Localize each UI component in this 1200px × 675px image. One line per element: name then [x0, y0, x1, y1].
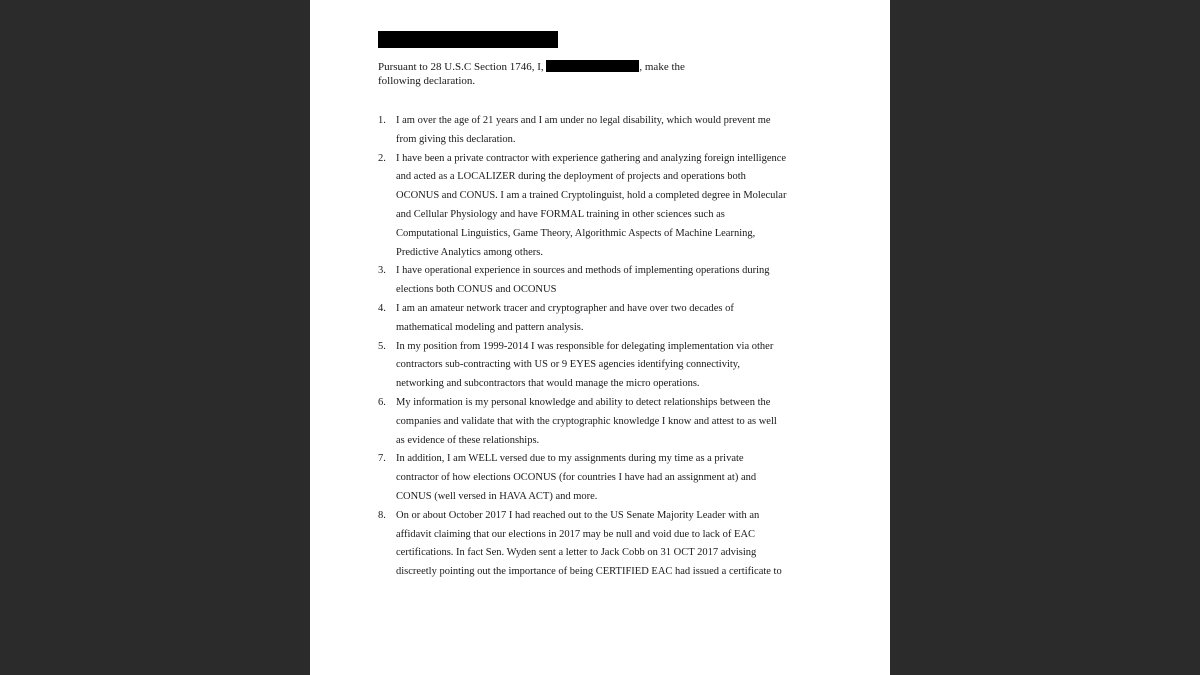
item-text-line: networking and subcontractors that would manage the micro operations. [396, 378, 700, 390]
declaration-item [378, 450, 838, 506]
item-text-line: and Cellular Physiology and have FORMAL training in other sciences such as [396, 208, 725, 220]
item-text-line: discreetly pointing out the importance of being CERTIFIED EAC had issued a certificate to [396, 566, 782, 578]
item-text-line: contractor of how elections OCONUS (for countries I have had an assignment at) and [396, 472, 757, 484]
item-text-line: companies and validate that with the cryptographic knowledge I know and attest to as well [396, 415, 777, 427]
item-text-line: from giving this declaration. [396, 133, 516, 145]
item-number: 5. [378, 340, 386, 352]
intro-paragraph [378, 60, 838, 88]
redacted-name [546, 60, 639, 72]
item-number: 7. [378, 453, 386, 465]
item-text-line: I am an amateur network tracer and cryptographer and have over two decades of [396, 302, 734, 314]
item-text-line: I have operational experience in sources and methods of implementing operations during [396, 265, 770, 277]
item-text-line: In addition, I am WELL versed due to my assignments during my time as a private [396, 453, 744, 465]
item-text-line: mathematical modeling and pattern analysis. [396, 321, 584, 333]
declaration-item [378, 394, 838, 450]
item-text-line: OCONUS and CONUS. I am a trained Cryptolinguist, hold a completed degree in Molecular [396, 190, 787, 202]
item-text-line: affidavit claiming that our elections in 2017 may be null and void due to lack of EAC [396, 528, 756, 540]
item-text-line: On or about October 2017 I had reached out to the US Senate Majority Leader with an [396, 509, 760, 521]
declaration-item [378, 262, 838, 300]
item-number: 3. [378, 265, 386, 277]
declaration-item [378, 338, 838, 394]
declaration-list [378, 112, 838, 582]
item-text-line: Computational Linguistics, Game Theory, Algorithmic Aspects of Machine Learning, [396, 227, 756, 239]
item-number: 1. [378, 115, 386, 126]
item-number: 4. [378, 302, 386, 314]
item-number: 8. [378, 509, 386, 521]
document-page [310, 0, 890, 675]
item-text-line: and acted as a LOCALIZER during the deployment of projects and operations both [396, 171, 746, 183]
item-number: 6. [378, 396, 386, 408]
intro-line-2: following declaration. [378, 75, 476, 87]
item-text-line: contractors sub-contracting with US or 9 EYES agencies identifying connectivity, [396, 359, 740, 371]
item-text-line: certifications. In fact Sen. Wyden sent a letter to Jack Cobb on 31 OCT 2017 advising [396, 547, 757, 559]
declaration-item [378, 112, 838, 150]
item-text-line: as evidence of these relationships. [396, 434, 540, 446]
declaration-item [378, 300, 838, 338]
declaration-item [378, 507, 838, 582]
item-text-line: I have been a private contractor with experience gathering and analyzing foreign intelligence [396, 152, 787, 164]
item-text-line: In my position from 1999-2014 I was responsible for delegating implementation via other [396, 340, 774, 352]
intro-line-1 [378, 60, 838, 74]
redacted-header [378, 31, 558, 48]
item-text-line: Predictive Analytics among others. [396, 246, 543, 258]
item-text-line: My information is my personal knowledge and ability to detect relationships between the [396, 396, 771, 408]
item-text-line: elections both CONUS and OCONUS [396, 284, 557, 296]
declaration-item [378, 150, 838, 263]
intro-prefix: Pursuant to 28 U.S.C Section 1746, I, [378, 61, 544, 73]
intro-suffix: , make the [639, 61, 685, 73]
item-text-line: I am over the age of 21 years and I am under no legal disability, which would prevent me [396, 115, 771, 126]
item-text-line: CONUS (well versed in HAVA ACT) and more. [396, 490, 598, 502]
item-number: 2. [378, 152, 386, 164]
